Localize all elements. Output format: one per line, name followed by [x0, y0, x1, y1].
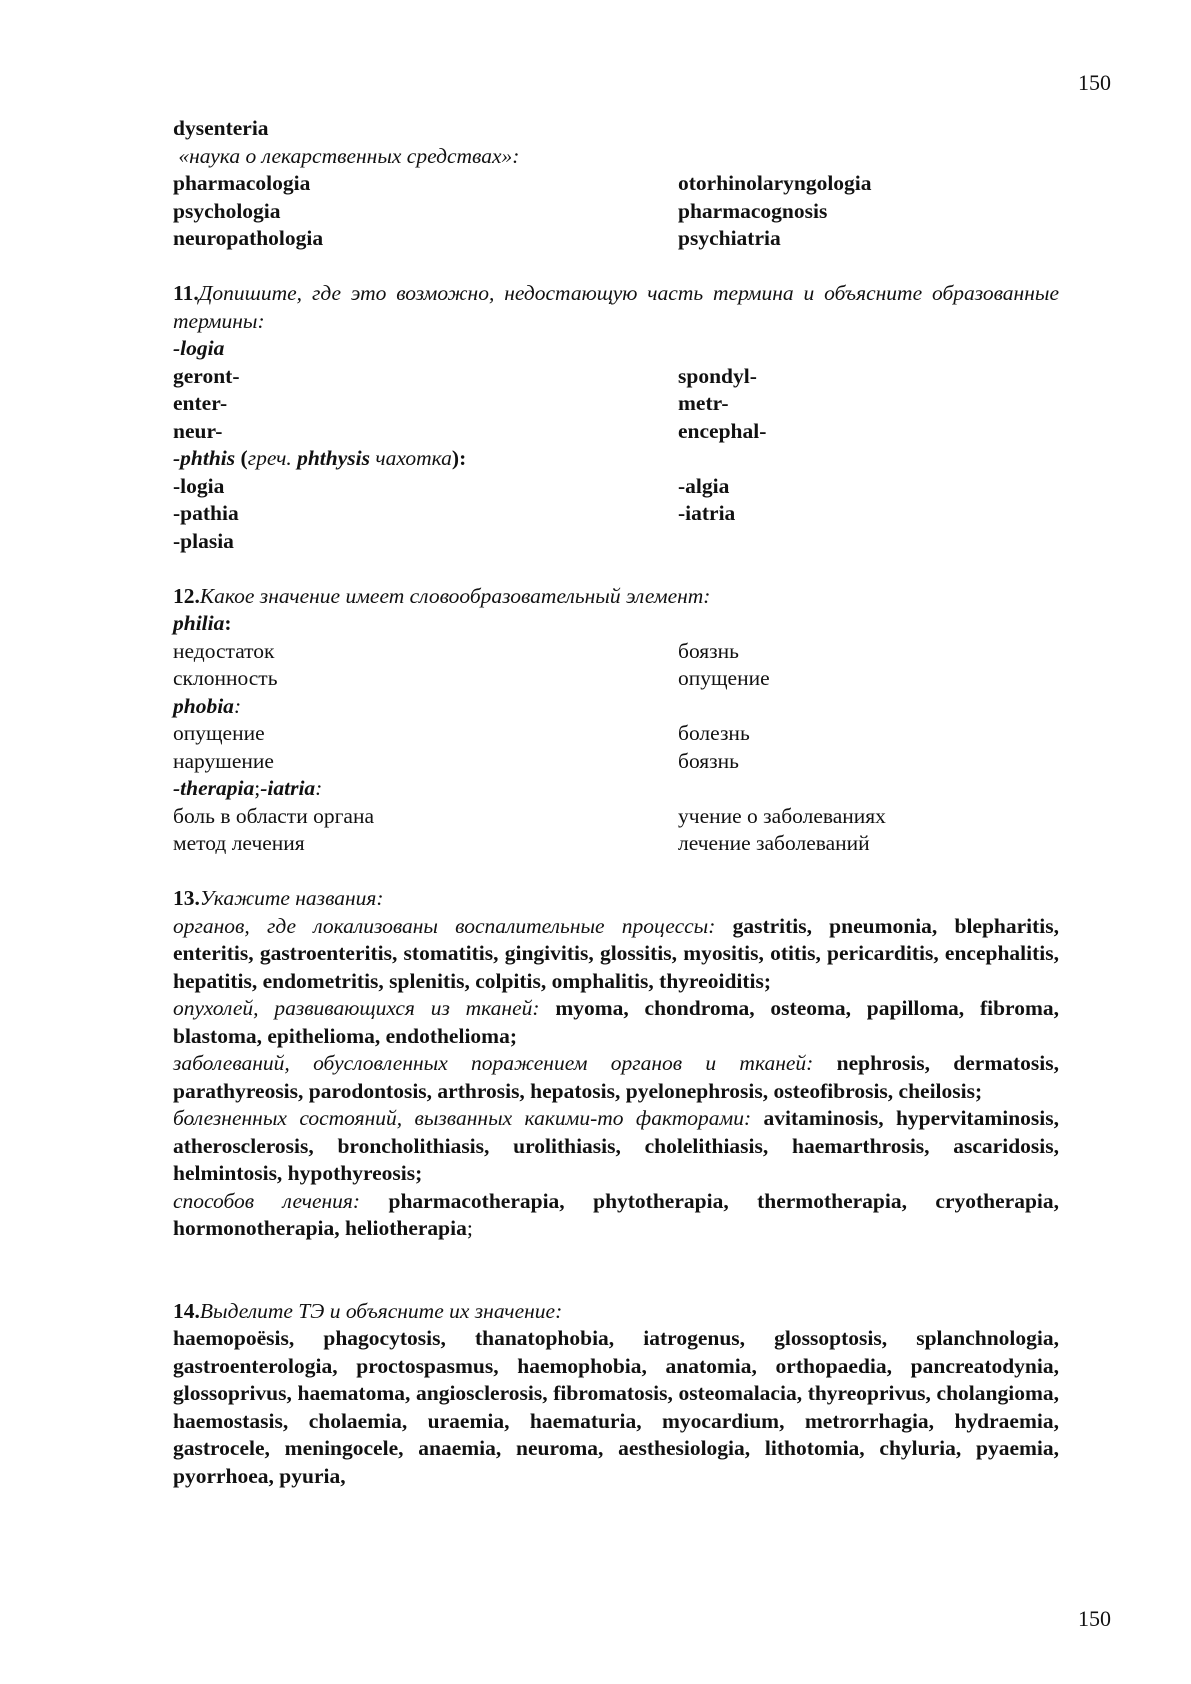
- answer-right: болезнь: [678, 721, 750, 745]
- page-number-top: 150: [1078, 70, 1111, 95]
- task-number: 12.: [173, 583, 200, 608]
- task-13-paragraph: способов лечения: pharmacotherapia, phytotherapia, thermotherapia, cryotherapia, hormonotherapia, heliotherapia;: [173, 1188, 1059, 1240]
- answer-left: pharmacologia: [173, 171, 311, 195]
- answer-right: лечение заболеваний: [678, 831, 870, 855]
- answer-pair: [173, 225, 1059, 253]
- page-number-bottom: 150: [1078, 1606, 1111, 1631]
- answer-right: боязнь: [678, 638, 739, 663]
- answer-pair: [173, 198, 1059, 226]
- answer-right: учение о заболеваниях: [678, 803, 886, 828]
- answer-right: otorhinolaryngologia: [678, 171, 872, 195]
- task-number: 11.: [173, 281, 199, 305]
- task-14-instruction: 14.Выделите ТЭ и объясните их значение:: [173, 1298, 563, 1323]
- answer-left: -plasia: [173, 528, 234, 553]
- answer-pair: [173, 170, 1059, 198]
- element-therapia-iatria: -therapia;-iatria:: [173, 776, 323, 800]
- element-philia: philia:: [173, 611, 232, 635]
- task-12-instruction: 12.Какое значение имеет словообразовательный элемент:: [173, 583, 711, 608]
- task-13-paragraph: опухолей, развивающихся из тканей: myoma, chondroma, osteoma, papilloma, fibroma, blastoma, epithelioma, endothelioma;: [173, 996, 1059, 1048]
- answer-right: pharmacognosis: [678, 198, 828, 223]
- task-13-paragraph: болезненных состояний, вызванных какими-то факторами: avitaminosis, hypervitaminosis, atherosclerosis, broncholithiasis, urolithiasis, cholelithiasis, haemarthrosis, ascaridosis, helmintosis, hypothyreosis;: [173, 1106, 1060, 1185]
- answer-pair: [173, 390, 1059, 418]
- suffix-logia: -logia: [173, 336, 225, 360]
- answer-right: -iatria: [678, 501, 736, 525]
- answer-right: psychiatria: [678, 226, 781, 250]
- answer-right: -algia: [678, 473, 730, 498]
- answer-left: боль в области органа: [173, 803, 374, 828]
- answer-left: нарушение: [173, 748, 274, 773]
- suffix-phthis: -phthis (греч. phthysis чахотка):: [173, 446, 467, 470]
- answer-pair: [173, 720, 1059, 748]
- task-number: 14.: [173, 1298, 200, 1323]
- answer-pair: [173, 363, 1059, 391]
- answer-left: geront-: [173, 363, 240, 388]
- answer-right: опущение: [678, 666, 770, 690]
- answer-left: neuropathologia: [173, 226, 324, 250]
- answer-right: metr-: [678, 391, 729, 415]
- question-prompt: «наука о лекарственных средствах»:: [178, 143, 520, 168]
- answer-left: метод лечения: [173, 831, 305, 855]
- answer-pair: [173, 803, 1059, 831]
- answer-pair: [173, 748, 1059, 776]
- answer-left: psychologia: [173, 198, 281, 223]
- task-13-instruction: 13.Укажите названия:: [173, 886, 384, 910]
- task-13-paragraph: органов, где локализованы воспалительные процессы: gastritis, pneumonia, blepharitis, enteritis, gastroenteritis, stomatitis, gingivitis, glossitis, myositis, otitis, pericarditis, encephalitis, hepatitis, endometritis, splenitis, colpitis, omphalitis, thyreoiditis;: [173, 913, 1060, 993]
- answer-pair: [173, 418, 1059, 446]
- answer-pair: [173, 473, 1059, 501]
- answer-pair: [173, 500, 1059, 528]
- answer-right: spondyl-: [678, 363, 757, 388]
- answer-right: боязнь: [678, 748, 739, 773]
- answer-left: опущение: [173, 721, 265, 745]
- answer-left: -pathia: [173, 501, 239, 525]
- task-number: 13.: [173, 886, 200, 910]
- answer-left: недостаток: [173, 638, 275, 663]
- task-13-paragraph: заболеваний, обусловленных поражением органов и тканей: nephrosis, dermatosis, parathyreosis, parodontosis, arthrosis, hepatosis, pyelonephrosis, osteofibrosis, cheilosis;: [173, 1051, 1059, 1103]
- task-11-instruction: 11.Допишите, где это возможно, недостающую часть термина и объясните образованные термины:: [173, 281, 1059, 333]
- answer-pair: [173, 638, 1059, 666]
- task-14-terms: haemopoësis, phagocytosis, thanatophobia, iatrogenus, glossoptosis, splanchnologia, gastroenterologia, proctospasmus, haemophobia, anatomia, orthopaedia, pancreatodynia, glossoprivus, haematoma, angiosclerosis, fibromatosis, osteomalacia, thyreoprivus, cholangioma, haemostasis, cholaemia, uraemia, haematuria, myocardium, metrorrhagia, hydraemia, gastrocele, meningocele, anaemia, neuroma, aesthesiologia, lithotomia, chyluria, pyaemia, pyorrhoea, pyuria,: [173, 1326, 1059, 1488]
- page-content: [173, 115, 1059, 1490]
- term-heading: dysenteria: [173, 116, 269, 140]
- element-phobia: phobia:: [173, 693, 242, 718]
- answer-left: neur-: [173, 418, 223, 443]
- answer-pair: [173, 830, 1059, 858]
- answer-pair: [173, 665, 1059, 693]
- answer-left: -logia: [173, 473, 225, 498]
- answer-right: encephal-: [678, 418, 767, 443]
- answer-left: склонность: [173, 666, 278, 690]
- answer-left: enter-: [173, 391, 228, 415]
